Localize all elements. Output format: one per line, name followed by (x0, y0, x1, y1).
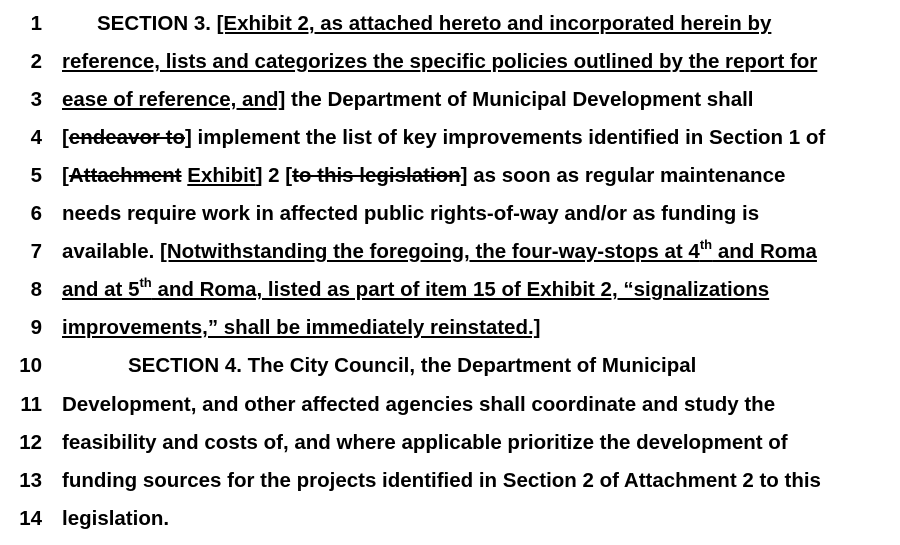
line-10 (0, 354, 900, 392)
line-number: 10 (19, 354, 42, 377)
line-8 (0, 275, 900, 316)
text-run: needs require work in affected public rights-of-way and/or as funding is (62, 202, 760, 225)
inserted-text: improvements,” shall be immediately reinstated.] (62, 316, 541, 339)
line-text (62, 431, 788, 455)
deleted-text: endeavor to (68, 126, 186, 149)
text-run: the Department of Municipal Development shall (285, 88, 754, 111)
line-14 (0, 507, 900, 545)
line-number: 7 (30, 240, 42, 263)
text-run: ] as soon as regular maintenance (460, 164, 786, 187)
line-text (62, 275, 770, 302)
line-number: 12 (19, 431, 42, 454)
line-number: 1 (30, 12, 42, 35)
inserted-text: and at 5 (62, 278, 140, 301)
line-number: 4 (30, 126, 42, 149)
inserted-text: ease of reference, and] (62, 88, 286, 111)
line-number: 9 (30, 316, 42, 339)
line-text (62, 50, 817, 74)
line-text (62, 469, 821, 493)
line-number: 5 (30, 164, 42, 187)
line-text (62, 88, 754, 112)
line-6 (0, 202, 900, 240)
inserted-text: [Notwithstanding the foregoing, the four-way-stops at 4 (160, 240, 700, 263)
line-3 (0, 88, 900, 126)
inserted-superscript (699, 237, 713, 263)
line-12 (0, 431, 900, 469)
line-2 (0, 50, 900, 88)
line-text (62, 126, 825, 150)
line-text (97, 12, 771, 36)
line-text (62, 393, 775, 417)
line-text (62, 164, 785, 188)
line-number: 6 (30, 202, 42, 225)
line-number: 11 (20, 393, 42, 416)
text-run: funding sources for the projects identified in Section 2 of Attachment 2 to this (62, 469, 821, 492)
text-run: Development, and other affected agencies shall coordinate and study the (62, 393, 776, 416)
line-number: 2 (30, 50, 42, 73)
line-7 (0, 237, 900, 278)
inserted-text: [Exhibit 2, as attached hereto and incorporated herein by (216, 12, 772, 35)
line-number: 13 (19, 469, 42, 492)
text-run: available. (62, 240, 161, 263)
line-text (128, 354, 696, 378)
line-text (62, 316, 541, 340)
text-run: legislation. (62, 507, 170, 530)
line-4 (0, 126, 900, 164)
line-5 (0, 164, 900, 202)
line-number: 8 (30, 278, 42, 301)
inserted-text: and Roma (712, 240, 817, 263)
text-run: ] implement the list of key improvements identified in Section 1 of (185, 126, 826, 149)
inserted-text: and Roma, listed as part of item 15 of Exhibit 2, “signalizations (151, 278, 770, 301)
line-13 (0, 469, 900, 507)
superscript: th (699, 237, 713, 252)
line-text (62, 202, 759, 226)
text-run: ] 2 [ (255, 164, 293, 187)
line-number: 14 (19, 507, 42, 530)
line-number: 3 (30, 88, 42, 111)
deleted-text: Attachment (68, 164, 182, 187)
deleted-text: to this legislation (292, 164, 461, 187)
text-run: [ (62, 126, 69, 149)
line-text (62, 507, 169, 531)
text-run: feasibility and costs of, and where applicable prioritize the development of (62, 431, 788, 454)
line-9 (0, 316, 900, 354)
text-run: SECTION 3. (97, 12, 217, 35)
inserted-text: reference, lists and categorizes the specific policies outlined by the report for (62, 50, 818, 73)
line-1 (0, 12, 900, 50)
inserted-superscript (139, 275, 152, 301)
superscript: th (139, 275, 152, 290)
line-11 (0, 393, 900, 431)
inserted-text: Exhibit (187, 164, 256, 187)
text-run: [ (62, 164, 69, 187)
text-run: SECTION 4. The City Council, the Department of Municipal (128, 354, 697, 377)
line-text (62, 237, 817, 264)
